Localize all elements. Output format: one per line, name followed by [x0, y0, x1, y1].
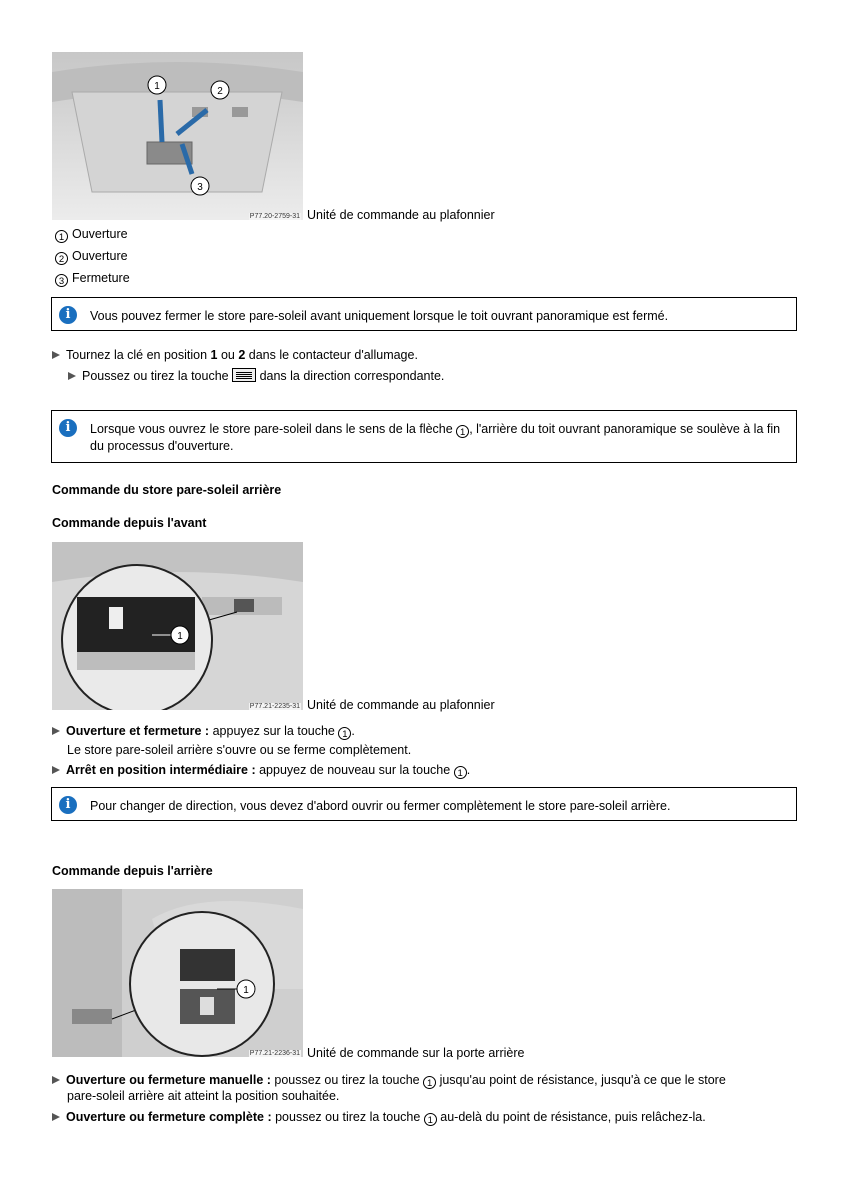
section-heading: Commande du store pare-soleil arrière — [52, 483, 282, 497]
instruction-detail: Le store pare-soleil arrière s'ouvre ou se ferme complètement. — [67, 743, 412, 757]
figure-code: P77.21-2236-31 — [249, 1050, 300, 1057]
note-text: Vous pouvez fermer le store pare-soleil avant uniquement lorsque le toit ouvrant panoramique est fermé. — [90, 309, 669, 323]
callout-number: 2 — [55, 252, 68, 265]
instruction-step: Arrêt en position intermédiaire : appuyez de nouveau sur la touche 1 . — [52, 762, 470, 779]
info-icon: i — [59, 306, 77, 324]
figure-3-illustration — [52, 889, 303, 1057]
info-icon: i — [59, 796, 77, 814]
figure-overhead-control-2 — [52, 542, 303, 710]
bullet-arrow-icon — [52, 766, 60, 774]
info-note — [51, 297, 797, 331]
bullet-arrow-icon — [52, 1113, 60, 1121]
instruction-detail: pare-soleil arrière ait atteint la position souhaitée. — [67, 1089, 340, 1103]
callout-number: 3 — [55, 274, 68, 287]
note-text: Lorsque vous ouvrez le store pare-soleil dans le sens de la flèche 1 , l'arrière du toit ouvrant panoramique se soulève à la fin du processus d'ouverture. — [90, 422, 781, 453]
legend-item — [55, 249, 128, 265]
subsection-heading: Commande depuis l'arrière — [52, 864, 213, 878]
figure-caption: Unité de commande au plafonnier — [307, 698, 495, 712]
instruction-substep: Poussez ou tirez la touche dans la direction correspondante. — [68, 368, 444, 384]
instruction-step: Ouverture ou fermeture complète : poussez ou tirez la touche 1 au-delà du point de résistance, puis relâchez-la. — [52, 1109, 706, 1126]
bullet-arrow-icon — [52, 727, 60, 735]
subsection-heading: Commande depuis l'avant — [52, 516, 207, 530]
legend-item — [55, 227, 128, 243]
instruction-step: Ouverture ou fermeture manuelle : poussez ou tirez la touche 1 jusqu'au point de résistance, jusqu'à ce que le store — [52, 1072, 726, 1089]
bullet-arrow-icon — [68, 372, 76, 380]
note-text: Pour changer de direction, vous devez d'abord ouvrir ou fermer complètement le store pare-soleil arrière. — [90, 799, 671, 813]
figure-rear-door-control — [52, 889, 303, 1057]
figure-code: P77.21-2235-31 — [249, 703, 300, 710]
info-note — [51, 410, 797, 463]
legend-label: Fermeture — [72, 271, 130, 285]
svg-text:1: 1 — [177, 631, 183, 642]
info-note — [51, 787, 797, 821]
callout-number: 1 — [55, 230, 68, 243]
bullet-arrow-icon — [52, 351, 60, 359]
figure-caption: Unité de commande sur la porte arrière — [307, 1046, 525, 1060]
figure-2-illustration — [52, 542, 303, 710]
instruction-step: Ouverture et fermeture : appuyez sur la touche 1 . — [52, 723, 355, 740]
legend-label: Ouverture — [72, 227, 128, 241]
legend-label: Ouverture — [72, 249, 128, 263]
instruction-step: Tournez la clé en position 1 ou 2 dans le contacteur d'allumage. — [52, 347, 418, 363]
svg-text:1: 1 — [243, 985, 249, 996]
figure-1-illustration — [52, 52, 303, 220]
svg-text:3: 3 — [197, 182, 203, 193]
figure-caption: Unité de commande au plafonnier — [307, 208, 495, 222]
figure-overhead-control-1 — [52, 52, 303, 220]
info-icon: i — [59, 419, 77, 437]
switch-button-icon — [232, 368, 256, 382]
figure-code: P77.20-2759-31 — [249, 213, 300, 220]
legend-item — [55, 271, 130, 287]
svg-text:2: 2 — [217, 86, 223, 97]
bullet-arrow-icon — [52, 1076, 60, 1084]
svg-text:1: 1 — [154, 81, 160, 92]
